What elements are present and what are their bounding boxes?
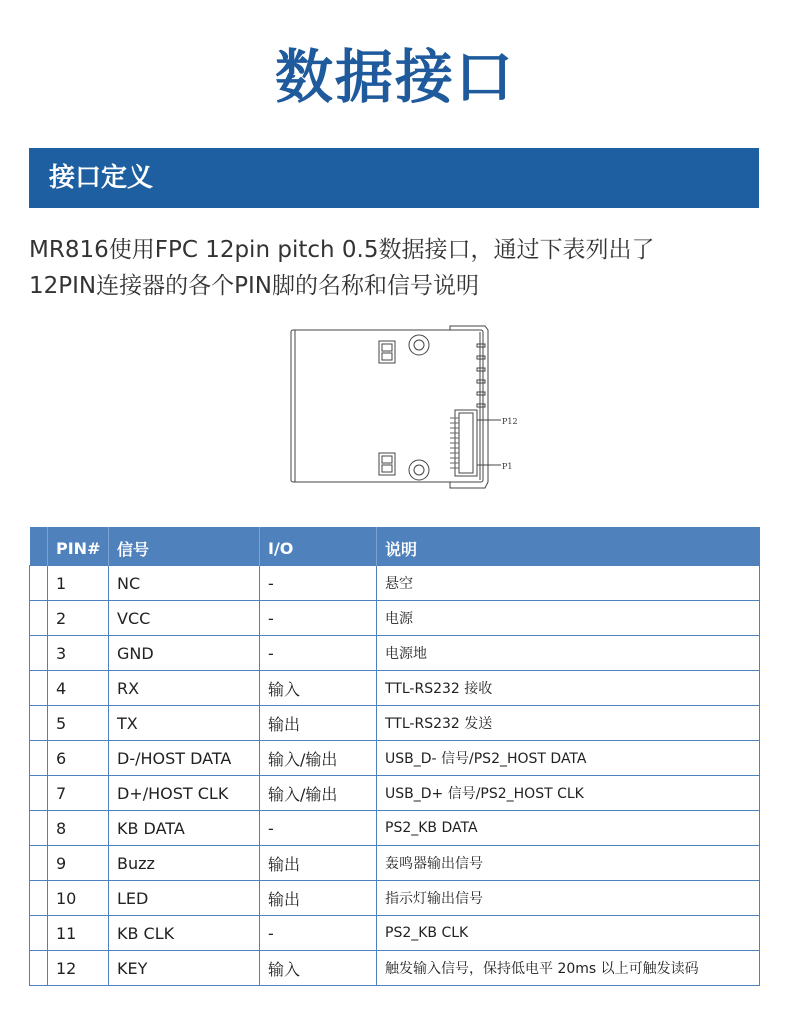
table-row: [30, 776, 760, 811]
row-lead-cell: [30, 636, 48, 671]
io-direction: -: [260, 916, 377, 951]
signal-name: LED: [109, 881, 260, 916]
pin-number: 11: [48, 916, 109, 951]
pad: [382, 344, 392, 351]
signal-name: KB DATA: [109, 811, 260, 846]
pin-number: 5: [48, 706, 109, 741]
row-lead-cell: [30, 741, 48, 776]
header-io: I/O: [260, 527, 377, 566]
table-row: [30, 881, 760, 916]
signal-description: 轰鸣器输出信号: [377, 846, 760, 881]
table-row: [30, 951, 760, 986]
slot: [477, 380, 485, 383]
signal-name: KB CLK: [109, 916, 260, 951]
io-direction: 输入/输出: [260, 741, 377, 776]
signal-name: NC: [109, 566, 260, 601]
row-lead-cell: [30, 846, 48, 881]
header-pin: PIN#: [48, 527, 109, 566]
signal-name: D-/HOST DATA: [109, 741, 260, 776]
row-lead-cell: [30, 566, 48, 601]
header-lead: [30, 527, 48, 566]
signal-description: 指示灯输出信号: [377, 881, 760, 916]
table-row: [30, 846, 760, 881]
slot: [477, 344, 485, 347]
io-direction: -: [260, 811, 377, 846]
pin-table: [29, 527, 760, 986]
signal-name: KEY: [109, 951, 260, 986]
signal-description: PS2_KB DATA: [377, 811, 760, 846]
signal-description: 电源地: [377, 636, 760, 671]
signal-description: 电源: [377, 601, 760, 636]
table-row: [30, 601, 760, 636]
section-heading: 接口定义: [29, 148, 759, 208]
header-description: 说明: [377, 527, 760, 566]
io-direction: 输出: [260, 706, 377, 741]
signal-description: USB_D- 信号/PS2_HOST DATA: [377, 741, 760, 776]
mount-hole-bottom: [409, 460, 429, 480]
io-direction: 输入: [260, 671, 377, 706]
pin-number: 9: [48, 846, 109, 881]
slot: [477, 404, 485, 407]
signal-name: Buzz: [109, 846, 260, 881]
row-lead-cell: [30, 601, 48, 636]
table-row: [30, 566, 760, 601]
table-row: [30, 916, 760, 951]
signal-name: D+/HOST CLK: [109, 776, 260, 811]
pin-number: 7: [48, 776, 109, 811]
io-direction: 输出: [260, 846, 377, 881]
header-signal: 信号: [109, 527, 260, 566]
signal-name: RX: [109, 671, 260, 706]
table-row: [30, 636, 760, 671]
intro-line-2: 12PIN连接器的各个PIN脚的名称和信号说明: [29, 273, 479, 299]
signal-name: GND: [109, 636, 260, 671]
pad: [382, 456, 392, 463]
connector-diagram: [280, 318, 520, 498]
signal-description: TTL-RS232 发送: [377, 706, 760, 741]
mount-hole-top: [409, 335, 429, 355]
slot: [477, 392, 485, 395]
pin-number: 10: [48, 881, 109, 916]
mount-hole-bottom-inner: [414, 465, 424, 475]
mount-hole-top-inner: [414, 340, 424, 350]
table-row: [30, 706, 760, 741]
p1-label: P1: [502, 462, 513, 471]
intro-text: [29, 232, 769, 304]
table-header-row: [30, 527, 760, 566]
io-direction: 输出: [260, 881, 377, 916]
pin-number: 4: [48, 671, 109, 706]
slot: [477, 356, 485, 359]
signal-name: TX: [109, 706, 260, 741]
io-direction: -: [260, 566, 377, 601]
table-row: [30, 811, 760, 846]
p12-label: P12: [502, 417, 518, 426]
slot: [477, 368, 485, 371]
signal-description: PS2_KB CLK: [377, 916, 760, 951]
pin-number: 1: [48, 566, 109, 601]
pin-number: 2: [48, 601, 109, 636]
pin-number: 12: [48, 951, 109, 986]
row-lead-cell: [30, 811, 48, 846]
table-row: [30, 671, 760, 706]
pin-number: 6: [48, 741, 109, 776]
pin-number: 3: [48, 636, 109, 671]
fpc-connector-inner: [459, 413, 473, 473]
intro-line-1: MR816使用FPC 12pin pitch 0.5数据接口，通过下表列出了: [29, 237, 655, 263]
signal-name: VCC: [109, 601, 260, 636]
page-title: 数据接口: [274, 43, 515, 111]
io-direction: -: [260, 636, 377, 671]
row-lead-cell: [30, 671, 48, 706]
signal-description: TTL-RS232 接收: [377, 671, 760, 706]
row-lead-cell: [30, 881, 48, 916]
signal-description: USB_D+ 信号/PS2_HOST CLK: [377, 776, 760, 811]
row-lead-cell: [30, 706, 48, 741]
io-direction: 输入: [260, 951, 377, 986]
pin-number: 8: [48, 811, 109, 846]
signal-description: 触发输入信号，保持低电平 20ms 以上可触发读码: [377, 951, 760, 986]
io-direction: 输入/输出: [260, 776, 377, 811]
table-row: [30, 741, 760, 776]
io-direction: -: [260, 601, 377, 636]
signal-description: 悬空: [377, 566, 760, 601]
row-lead-cell: [30, 916, 48, 951]
row-lead-cell: [30, 951, 48, 986]
row-lead-cell: [30, 776, 48, 811]
pad: [382, 353, 392, 360]
pad: [382, 465, 392, 472]
